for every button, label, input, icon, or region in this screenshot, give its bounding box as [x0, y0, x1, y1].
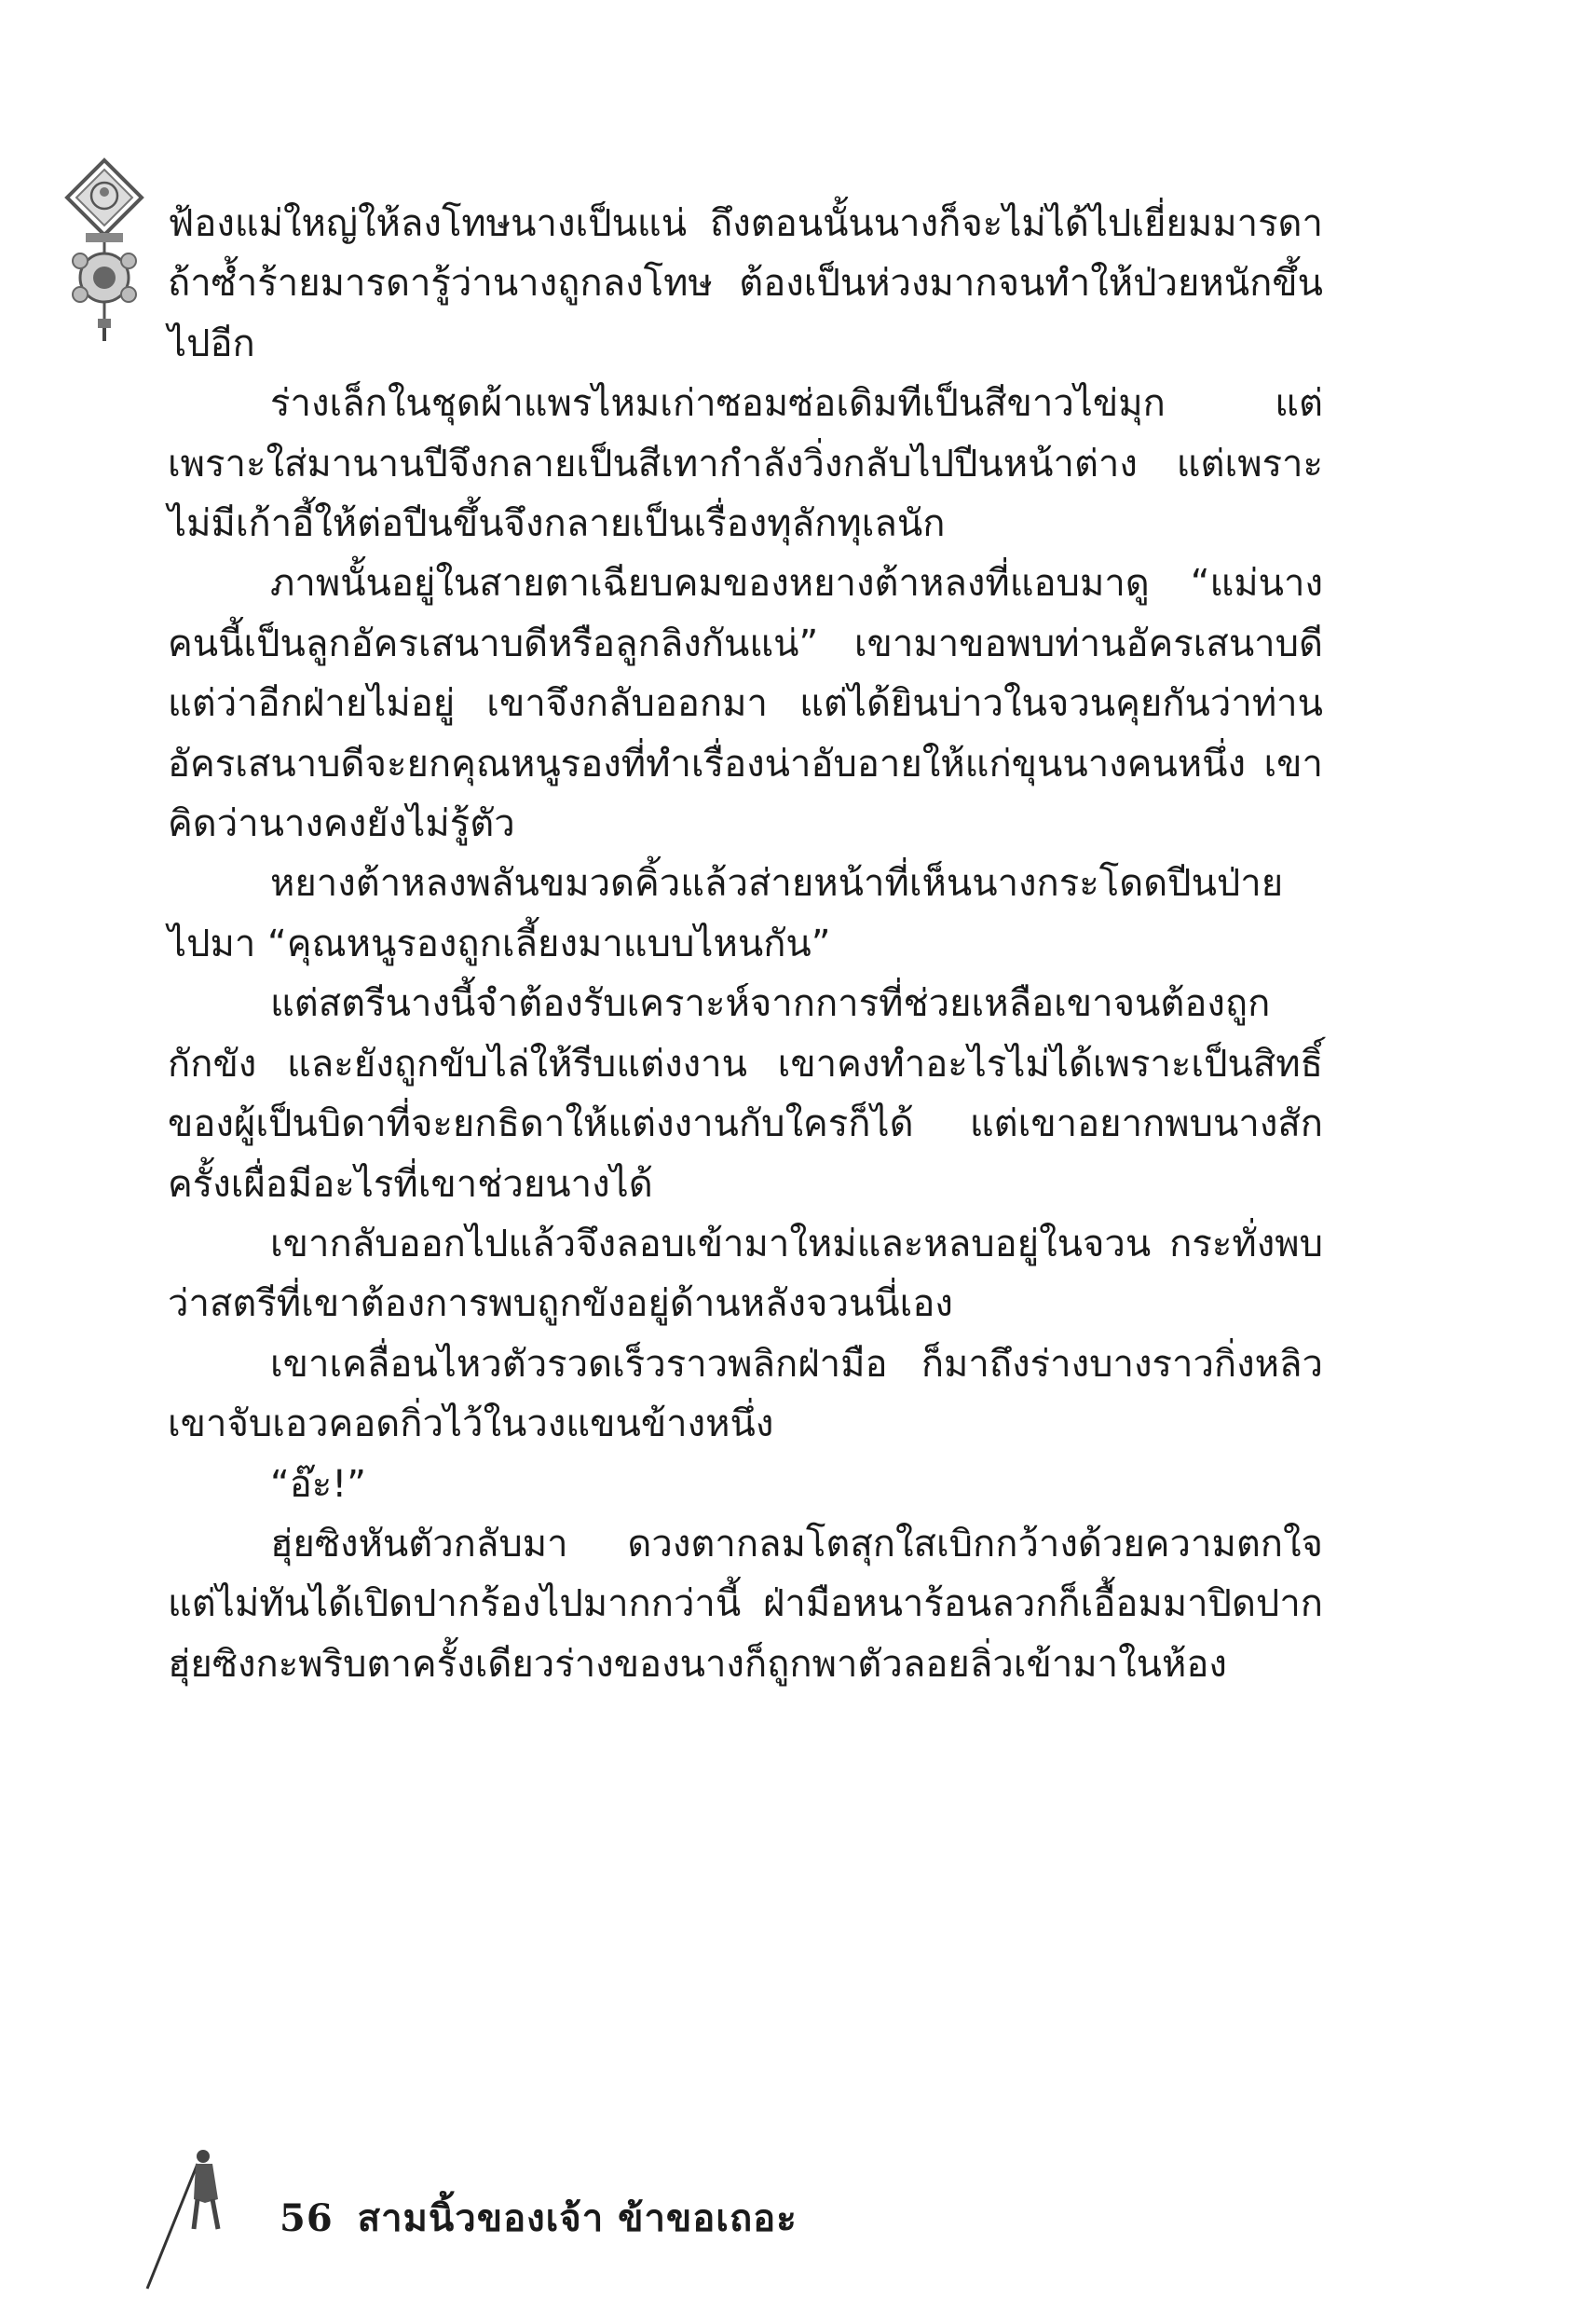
paragraph-2: ร่างเล็กในชุดผ้าแพรไหมเก่าซอมซ่อเดิมทีเป็นสีขาวไข่มุก แต่เพราะใส่มานานปีจึงกลายเป็นสีเทากำลังวิ่งกลับไปปีนหน้าต่าง แต่เพราะไม่มีเก้าอี้ให้ต่อปีนขึ้นจึงกลายเป็นเรื่องทุลักทุเลนัก	[168, 382, 1323, 546]
page-footer	[0, 2143, 1596, 2311]
paragraph-3: ภาพนั้นอยู่ในสายตาเฉียบคมของหยางต้าหลงที่แอบมาดู “แม่นางคนนี้เป็นลูกอัครเสนาบดีหรือลูกลิงกันแน่” เขามาขอพบท่านอัครเสนาบดีแต่ว่าอีกฝ่ายไม่อยู่ เขาจึงกลับออกมา แต่ได้ยินบ่าวในจวนคุยกันว่าท่านอัครเสนาบดีจะยกคุณหนูรองที่ทำเรื่องน่าอับอายให้แก่ขุนนางคนหนึ่ง เขาคิดว่านางคงยังไม่รู้ตัว	[168, 562, 1323, 846]
paragraph-7: เขาเคลื่อนไหวตัวรวดเร็วราวพลิกฝ่ามือ ก็มาถึงร่างบางราวกิ่งหลิวเขาจับเอวคอดกิ่วไว้ในวงแขนข้างหนึ่ง	[168, 1342, 1323, 1446]
book-title: สามนิ้วของเจ้า ข้าขอเถอะ	[357, 2196, 798, 2240]
paragraph-6: เขากลับออกไปแล้วจึงลอบเข้ามาใหม่และหลบอยู่ในจวน กระทั่งพบว่าสตรีที่เขาต้องการพบถูกขังอยู่ด้านหลังจวนนี่เอง	[168, 1222, 1323, 1326]
paragraph-9: ฮุ่ยซิงหันตัวกลับมา ดวงตากลมโตสุกใสเบิกกว้างด้วยความตกใจแต่ไม่ทันได้เปิดปากร้องไปมากกว่านี้ ฝ่ามือหนาร้อนลวกก็เอื้อมมาปิดปาก ฮุ่ยซิงกะพริบตาครั้งเดียวร่างของนางก็ถูกพาตัวลอยลิ่วเข้ามาในห้อง	[168, 1522, 1323, 1686]
paragraph-1: ฟ้องแม่ใหญ่ให้ลงโทษนางเป็นแน่ ถึงตอนนั้นนางก็จะไม่ได้ไปเยี่ยมมารดา ถ้าซ้ำร้ายมารดารู้ว่านางถูกลงโทษ ต้องเป็นห่วงมากจนทำให้ป่วยหนักขึ้นไปอีก	[168, 202, 1323, 365]
body-text	[168, 194, 1323, 1694]
paragraph-4: หยางต้าหลงพลันขมวดคิ้วแล้วส่ายหน้าที่เห็นนางกระโดดปีนป่ายไปมา “คุณหนูรองถูกเลี้ยงมาแบบไหนกัน”	[168, 862, 1284, 965]
swordsman-figure-icon	[140, 2143, 242, 2292]
page-number: 56	[280, 2196, 334, 2240]
paragraph-8: “อ๊ะ!”	[270, 1462, 366, 1506]
footer-line	[280, 2188, 798, 2248]
paragraph-5: แต่สตรีนางนี้จำต้องรับเคราะห์จากการที่ช่วยเหลือเขาจนต้องถูกกักขัง และยังถูกขับไล่ให้รีบแต่งงาน เขาคงทำอะไรไม่ได้เพราะเป็นสิทธิ์ของผู้เป็นบิดาที่จะยกธิดาให้แต่งงานกับใครก็ได้ แต่เขาอยากพบนางสักครั้งเผื่อมีอะไรที่เขาช่วยนางได้	[168, 982, 1323, 1206]
decorative-ornament-icon	[58, 157, 151, 343]
